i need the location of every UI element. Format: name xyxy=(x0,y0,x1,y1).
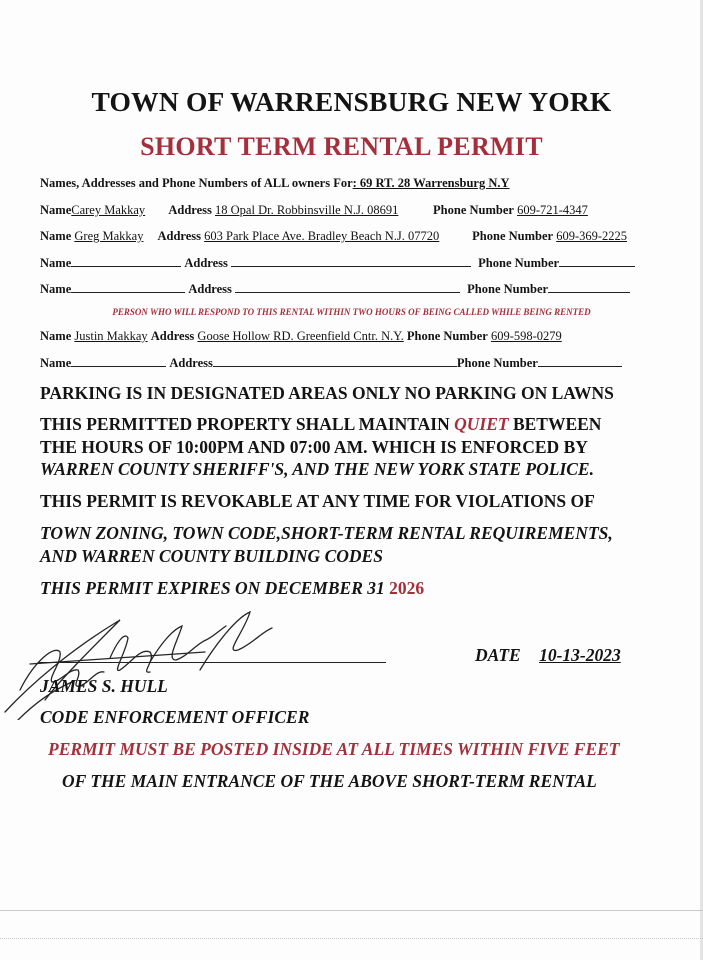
document-title: TOWN OF WARRENSBURG NEW YORK xyxy=(91,86,612,117)
phone-blank xyxy=(548,281,630,293)
address-label: Address xyxy=(157,229,202,243)
officer-signature xyxy=(0,590,330,720)
revoke-rule-line2: TOWN ZONING, TOWN CODE,SHORT-TERM RENTAL REQUIREMENTS, xyxy=(40,523,613,543)
blank-owner-row xyxy=(40,281,630,297)
owners-intro-label: Names, Addresses and Phone Numbers of ALL owners For xyxy=(40,176,353,190)
address-blank xyxy=(231,255,471,267)
owners-intro xyxy=(40,176,510,191)
phone-label: Phone Number xyxy=(433,203,514,217)
signature-line xyxy=(38,662,386,663)
responder-address: Goose Hollow RD. Greenfield Cntr. N.Y. xyxy=(197,329,404,343)
name-label: Name xyxy=(40,203,72,217)
owner-address: 18 Opal Dr. Robbinsville N.J. 08691 xyxy=(215,203,399,217)
date-label: DATE xyxy=(475,645,521,665)
quiet-rule-line3: WARREN COUNTY SHERIFF'S, AND THE NEW YORK STATE POLICE. xyxy=(40,459,594,479)
scan-line xyxy=(0,938,703,939)
quiet-rule-line2: THE HOURS OF 10:00PM AND 07:00 AM. WHICH IS ENFORCED BY xyxy=(40,437,588,457)
responder-phone: 609-598-0279 xyxy=(490,329,562,343)
property-address: : 69 RT. 28 Warrensburg N.Y xyxy=(352,176,510,190)
expires-text: THIS PERMIT EXPIRES ON DECEMBER 31 xyxy=(40,578,385,598)
name-label: Name xyxy=(40,256,72,270)
owner-row xyxy=(40,229,627,244)
address-label: Address xyxy=(184,256,228,270)
address-label: Address xyxy=(169,356,213,370)
name-blank xyxy=(71,281,185,293)
phone-label: Phone Number xyxy=(478,256,560,270)
address-blank xyxy=(213,355,457,367)
scan-line xyxy=(0,910,703,911)
name-label: Name xyxy=(40,356,72,370)
phone-label: Phone Number xyxy=(467,282,549,296)
owner-phone: 609-369-2225 xyxy=(556,229,628,243)
address-blank xyxy=(235,281,460,293)
parking-rule: PARKING IS IN DESIGNATED AREAS ONLY NO PARKING ON LAWNS xyxy=(40,383,614,403)
revoke-rule-line1: THIS PERMIT IS REVOKABLE AT ANY TIME FOR VIOLATIONS OF xyxy=(40,491,595,511)
revoke-rule-line3: AND WARREN COUNTY BUILDING CODES xyxy=(40,546,383,566)
name-label: Name xyxy=(40,329,72,343)
quiet-post: BETWEEN xyxy=(512,414,602,434)
responder-note: PERSON WHO WILL RESPOND TO THIS RENTAL WITHIN TWO HOURS OF BEING CALLED WHILE BEING RENTED xyxy=(112,307,591,317)
officer-name: JAMES S. HULL xyxy=(40,676,168,696)
quiet-pre: THIS PERMITTED PROPERTY SHALL MAINTAIN xyxy=(40,414,450,434)
owner-row xyxy=(40,203,588,218)
phone-blank xyxy=(559,255,635,267)
date-value: 10-13-2023 xyxy=(539,645,621,665)
posting-line2: OF THE MAIN ENTRANCE OF THE ABOVE SHORT-TERM RENTAL xyxy=(62,771,597,791)
address-label: Address xyxy=(150,329,195,343)
quiet-rule-line1 xyxy=(40,414,601,435)
name-label: Name xyxy=(40,229,72,243)
phone-blank xyxy=(538,355,622,367)
document-subtitle: SHORT TERM RENTAL PERMIT xyxy=(140,132,543,161)
expires-year: 2026 xyxy=(389,578,425,598)
signature-date xyxy=(475,645,621,666)
owner-name: Carey Makkay xyxy=(71,203,146,217)
phone-label: Phone Number xyxy=(406,329,488,343)
phone-label: Phone Number xyxy=(472,229,554,243)
blank-owner-row xyxy=(40,255,635,271)
name-blank xyxy=(71,255,181,267)
owner-phone: 609-721-4347 xyxy=(517,203,588,217)
blank-responder-row xyxy=(40,355,622,371)
responder-name: Justin Makkay xyxy=(74,329,148,343)
address-label: Address xyxy=(188,282,232,296)
officer-title: CODE ENFORCEMENT OFFICER xyxy=(40,707,310,727)
quiet-word: QUIET xyxy=(454,414,509,434)
name-label: Name xyxy=(40,282,72,296)
phone-label: Phone Number xyxy=(456,356,538,370)
responder-row xyxy=(40,329,562,344)
posting-line1: PERMIT MUST BE POSTED INSIDE AT ALL TIMES WITHIN FIVE FEET xyxy=(48,739,620,759)
owner-address: 603 Park Place Ave. Bradley Beach N.J. 07720 xyxy=(204,229,440,243)
owner-name: Greg Makkay xyxy=(74,229,144,243)
address-label: Address xyxy=(168,203,212,217)
name-blank xyxy=(71,355,166,367)
